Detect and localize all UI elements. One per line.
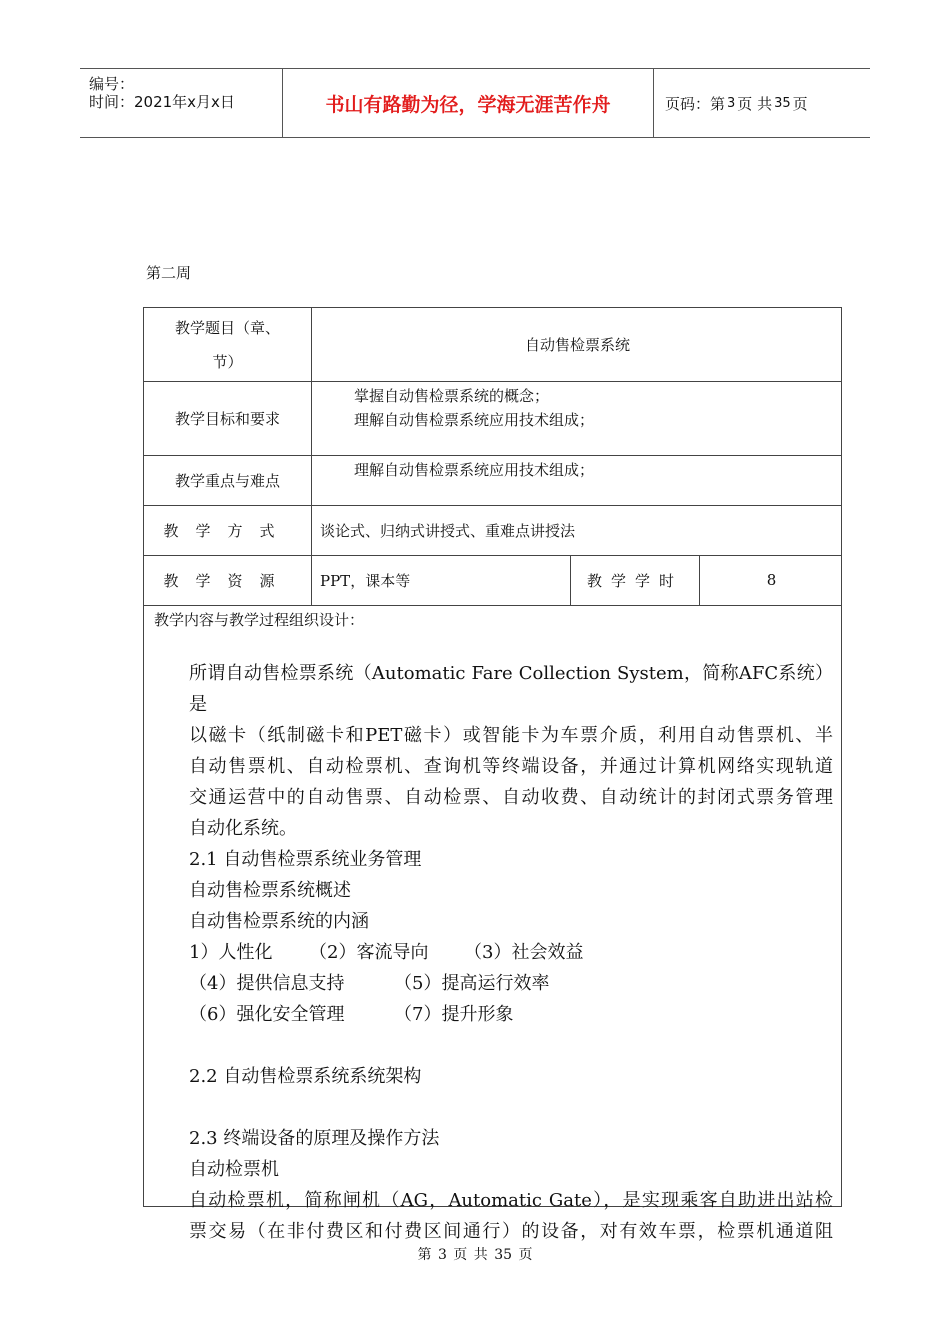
resource-value: PPT，课本等 <box>320 571 411 590</box>
page-counter <box>665 69 808 137</box>
lesson-plan-table <box>143 307 842 1242</box>
spacer <box>189 1092 833 1123</box>
subheading: 自动售检票系统概述 <box>189 880 351 901</box>
section-heading: 2.3 终端设备的原理及操作方法 <box>189 1128 440 1149</box>
feature-row <box>189 999 833 1030</box>
goal-list <box>354 384 594 432</box>
method-label: 教学方式 <box>163 521 292 540</box>
subheading: 自动检票机 <box>189 1159 279 1180</box>
goal-item: 理解自动售检票系统应用技术组成； <box>354 411 595 429</box>
key-points-label: 教学重点与难点 <box>174 471 280 490</box>
gate-line: 自动检票机，简称闸机（AG，Automatic Gate），是实现乘客自助进出站检 <box>189 1190 833 1211</box>
content-body <box>189 658 833 1247</box>
week-label: 第二周 <box>146 264 192 282</box>
feature-item: （2）客流导向 <box>309 942 429 963</box>
page-header <box>80 68 870 138</box>
goal-label: 教学目标和要求 <box>174 409 280 428</box>
content-label: 教学内容与教学过程组织设计： <box>154 611 365 629</box>
feature-item: （6）强化安全管理 <box>189 1004 345 1025</box>
feature-item: （3）社会效益 <box>464 942 584 963</box>
motto: 书山有路勤为径，学海无涯苦作舟 <box>283 69 654 137</box>
page-prefix: 页码：第 <box>665 94 726 113</box>
subheading: 自动售检票系统的内涵 <box>189 911 369 932</box>
section-heading: 2.1 自动售检票系统业务管理 <box>189 849 422 870</box>
spacer <box>189 1030 833 1061</box>
intro-line: 自动售票机、自动检票机、查询机等终端设备，并通过计算机网络实现轨道 <box>189 756 833 777</box>
topic-value: 自动售检票系统 <box>524 336 630 354</box>
hours-value: 8 <box>766 571 777 589</box>
topic-label <box>144 308 311 381</box>
intro-line: 交通运营中的自动售票、自动检票、自动收费、自动统计的封闭式票务管理 <box>189 787 833 808</box>
feature-item: （4）提供信息支持 <box>189 973 345 994</box>
topic-label-line: 节） <box>212 352 243 371</box>
intro-line: 所谓自动售检票系统（Automatic Fare Collection System，简称AFC系统）是 <box>189 663 833 715</box>
row-divider <box>144 605 841 606</box>
page-suffix: 页 <box>792 94 808 113</box>
header-meta <box>80 69 283 137</box>
feature-item: 1）人性化 <box>189 942 273 963</box>
method-value: 谈论式、归纳式讲授式、重难点讲授法 <box>320 521 576 540</box>
page-total: 35 <box>774 95 791 111</box>
topic-label-line: 教学题目（章、 <box>174 318 280 337</box>
feature-row <box>189 968 833 999</box>
hours-label: 教学学时 <box>586 571 683 590</box>
resource-label: 教学资源 <box>163 571 292 590</box>
page-mid: 页 共 <box>737 94 773 113</box>
intro-line: 以磁卡（纸制磁卡和PET磁卡）或智能卡为车票介质，利用自动售票机、半 <box>189 725 833 746</box>
feature-item: （5）提高运行效率 <box>394 973 550 994</box>
key-points-value: 理解自动售检票系统应用技术组成； <box>354 461 595 479</box>
goal-item: 掌握自动售检票系统的概念； <box>354 387 550 405</box>
feature-item: （7）提升形象 <box>394 1004 514 1025</box>
gate-line: 票交易（在非付费区和付费区间通行）的设备，对有效车票，检票机通道阻 <box>189 1221 833 1242</box>
page-footer: 第 3 页 共 35 页 <box>417 1247 533 1263</box>
number-label: 编号： <box>89 75 135 93</box>
section-heading: 2.2 自动售检票系统系统架构 <box>189 1066 422 1087</box>
intro-line: 自动化系统。 <box>189 818 297 839</box>
page-current: 3 <box>727 95 736 111</box>
time-label: 时间：2021年x月x日 <box>89 93 235 111</box>
feature-row <box>189 937 833 968</box>
